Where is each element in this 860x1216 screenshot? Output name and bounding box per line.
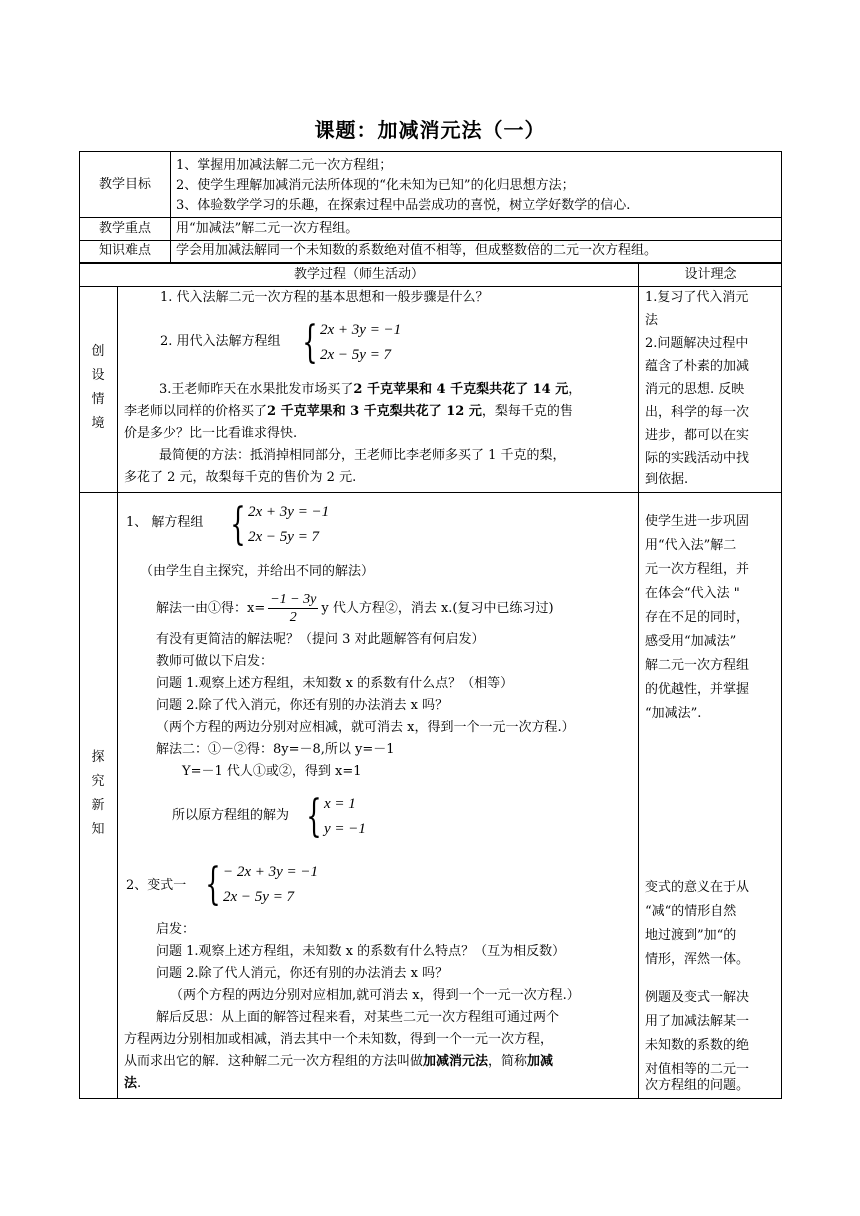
note-line: 用“代入法”解二 — [645, 538, 737, 553]
text-line: 教师可做以下启发： — [156, 654, 274, 669]
text-line: 问题 1.观察上述方程组，未知数 x 的系数有什么特点？（互为相反数） — [156, 944, 566, 959]
equation: 2x − 5y = 7 — [248, 529, 320, 545]
text-line: 问题 1.观察上述方程组，未知数 x 的系数有什么点？（相等） — [156, 676, 514, 691]
question-2: 2. 用代入法解方程组 — [160, 334, 281, 349]
question-3: 3.王老师昨天在水果批发市场买了2 千克苹果和 4 千克梨共花了 14 元， — [159, 382, 582, 397]
objective-item: 1、掌握用加减法解二元一次方程组； — [176, 158, 393, 173]
note-line: “加减法”. — [645, 706, 702, 721]
label-char: 新 — [91, 798, 105, 813]
design-header: 设计理念 — [684, 267, 737, 282]
objectives-label: 教学目标 — [98, 177, 151, 192]
note-line: 到依据. — [645, 472, 689, 487]
question-3-line: 最简便的方法：抵消掉相同部分，王老师比李老师多买了 1 千克的梨， — [159, 448, 566, 463]
equation: 2x + 3y = −1 — [320, 322, 402, 338]
text-line: 启发： — [156, 922, 196, 937]
note-line: 1.复习了代入消元 — [645, 290, 749, 305]
note-line: 例题及变式一解决 — [645, 990, 750, 1005]
note-line: 消元的思想. 反映 — [645, 382, 745, 397]
note-line: 蕴含了朴素的加减 — [645, 359, 750, 374]
question-3-line: 多花了 2 元，故梨每千克的售价为 2 元. — [124, 470, 357, 485]
row-divider — [79, 492, 782, 493]
note-line: 在体会“代入法 " — [645, 586, 740, 601]
note-line: 元一次方程组，并 — [645, 562, 750, 577]
row-divider — [79, 217, 782, 218]
equation-system — [296, 318, 401, 368]
note-line: 未知数的系数的绝 — [645, 1038, 750, 1053]
label-char: 知 — [91, 822, 105, 837]
note-line: 进步，都可以在实 — [645, 428, 750, 443]
text-line: （由学生自主探究，并给出不同的解法） — [140, 564, 375, 579]
section-label-scenario — [78, 340, 118, 436]
row-divider — [79, 262, 782, 264]
equation: 2x + 3y = −1 — [248, 504, 330, 520]
objective-item: 2、使学生理解加减消元法所体现的“化未知为已知”的化归思想方法； — [176, 178, 575, 193]
process-header: 教学过程（师生活动） — [293, 267, 424, 282]
brace-icon: { — [306, 791, 322, 842]
solution-label: 所以原方程组的解为 — [172, 808, 290, 823]
col-divider — [638, 263, 639, 1099]
label-char: 创 — [91, 344, 105, 359]
label-char: 究 — [91, 774, 105, 789]
text-line: （两个方程的两边分别对应相加,就可消去 x，得到一个一元一次方程.） — [170, 988, 580, 1003]
key-point-label: 教学重点 — [98, 221, 151, 236]
page-title: 课题：加减消元法（一） — [314, 118, 546, 142]
label-char: 境 — [91, 416, 105, 431]
note-line: 存在不足的同时， — [645, 610, 750, 625]
question-3-line: 价是多少？比一比看谁求得快. — [124, 426, 298, 441]
equation: − 2x + 3y = −1 — [223, 864, 319, 880]
method-1: 解法一由①得：x= $\frac{-1 - 3y}{2}$ y 代人方程②，消去 x.(复习中已练习过) — [156, 592, 554, 625]
brace-icon: { — [205, 859, 221, 910]
brace-icon: { — [230, 499, 246, 550]
section-label-explore — [78, 746, 118, 842]
text-line: 法. — [124, 1076, 142, 1091]
note-line: 解二元一次方程组 — [645, 658, 750, 673]
equation-system — [199, 860, 318, 910]
row-divider — [79, 286, 782, 287]
note-line: 际的实践活动中找 — [645, 451, 750, 466]
text-line: 从而求出它的解．这种解二元一次方程组的方法叫做加减消元法，简称加减 — [124, 1054, 554, 1069]
note-line: 对值相等的二元一 — [645, 1062, 750, 1077]
equation: x = 1 — [324, 796, 356, 812]
note-line: “减“的情形自然 — [645, 904, 737, 919]
question-1: 1. 代入法解二元一次方程的基本思想和一般步骤是什么？ — [160, 290, 489, 305]
equation: 2x − 5y = 7 — [223, 889, 295, 905]
solution-system — [300, 792, 366, 842]
label-char: 探 — [91, 750, 105, 765]
label-char: 情 — [91, 392, 105, 407]
note-line: 出，科学的每一次 — [645, 405, 750, 420]
text-line: 方程两边分别相加或相减，消去其中一个未知数，得到一个一元一次方程， — [124, 1032, 554, 1047]
text-line: （两个方程的两边分别对应相减，就可消去 x，得到一个一元一次方程.） — [156, 720, 575, 735]
difficulty-label: 知识难点 — [98, 243, 151, 258]
brace-icon: { — [302, 317, 318, 368]
equation: 2x − 5y = 7 — [320, 347, 392, 363]
difficulty-text: 学会用加减法解同一个未知数的系数绝对值不相等，但成整数倍的二元一次方程组。 — [176, 243, 658, 258]
note-line: 次方程组的问题。 — [645, 1078, 750, 1093]
fraction: $\frac{-1 - 3y}{2}$ — [270, 592, 317, 625]
note-line: 的优越性，并掌握 — [645, 682, 750, 697]
equation-system — [224, 500, 329, 550]
note-line: 使学生进一步巩固 — [645, 514, 750, 529]
key-point-text: 用“加减法”解二元一次方程组。 — [176, 221, 359, 236]
note-line: 感受用“加减法” — [645, 634, 737, 649]
note-line: 法 — [645, 313, 659, 328]
note-line: 情形，浑然一体。 — [645, 952, 750, 967]
note-line: 2.问题解决过程中 — [645, 336, 749, 351]
equation: y = −1 — [324, 821, 366, 837]
question-3-line: 李老师以同样的价格买了2 千克苹果和 3 千克梨共花了 12 元，梨每千克的售 — [124, 404, 573, 419]
label-char: 设 — [91, 368, 105, 383]
text-line: 有没有更简洁的解法呢？（提问 3 对此题解答有何启发） — [156, 632, 485, 647]
objective-item: 3、体验数学学习的乐趣，在探索过程中品尝成功的喜悦，树立学好数学的信心. — [176, 198, 631, 213]
note-line: 地过渡到”加“的 — [645, 928, 737, 943]
text-line: 解后反思：从上面的解答过程来看，对某些二元一次方程组可通过两个 — [156, 1010, 560, 1025]
note-line: 变式的意义在于从 — [645, 880, 750, 895]
method-2: 解法二：①－②得：8y=－8,所以 y=－1 — [156, 742, 395, 757]
example-2: 2、变式一 — [126, 878, 187, 893]
col-divider — [170, 151, 171, 263]
text-line: Y=－1 代人①或②，得到 x=1 — [182, 764, 362, 779]
text-line: 问题 2.除了代人消元，你还有别的办法消去 x 吗？ — [156, 966, 449, 981]
example-1: 1、 解方程组 — [126, 515, 204, 530]
note-line: 用了加减法解某一 — [645, 1014, 750, 1029]
text-line: 问题 2.除了代入消元，你还有别的办法消去 x 吗？ — [156, 698, 449, 713]
